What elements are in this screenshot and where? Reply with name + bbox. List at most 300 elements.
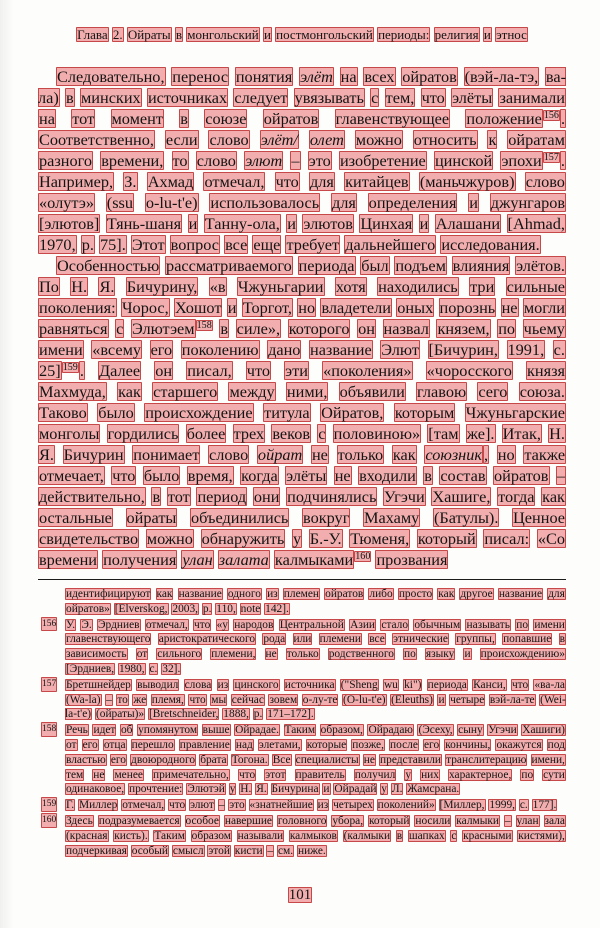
ocr-word-highlight: еще bbox=[253, 235, 281, 254]
ocr-word-highlight: главенствующее bbox=[335, 109, 450, 128]
ocr-word-highlight: Элютэем bbox=[131, 319, 195, 338]
ocr-word-highlight: у bbox=[381, 783, 387, 796]
ocr-word-highlight: в bbox=[220, 319, 229, 338]
ocr-word-highlight: носили bbox=[415, 814, 451, 827]
ocr-word-highlight: как bbox=[118, 382, 141, 401]
ocr-word-highlight: в bbox=[559, 633, 565, 646]
ocr-word-highlight: менее bbox=[114, 768, 143, 781]
ocr-word-highlight: кисти bbox=[234, 844, 263, 857]
footnote-text bbox=[65, 815, 566, 857]
ocr-word-highlight: только bbox=[337, 445, 384, 464]
ocr-word-highlight: действительно, bbox=[39, 487, 145, 506]
ocr-word-highlight: Глава bbox=[77, 27, 108, 42]
ocr-word-highlight: подчеркивая bbox=[66, 844, 127, 857]
ocr-word-highlight: то bbox=[117, 693, 128, 706]
ocr-word-highlight: союзе bbox=[205, 109, 247, 128]
ocr-word-highlight: 159 bbox=[62, 361, 78, 373]
ocr-word-highlight: Хашиги) bbox=[522, 724, 565, 737]
ocr-word-highlight: слово bbox=[209, 130, 249, 149]
ocr-word-highlight: головного bbox=[277, 814, 327, 827]
ocr-word-highlight: ("Sheng bbox=[340, 678, 378, 691]
ocr-word-highlight: можно bbox=[355, 130, 402, 149]
ocr-word-highlight: (Эсеху, bbox=[418, 724, 453, 737]
ocr-word-highlight: момент bbox=[111, 109, 163, 128]
ocr-word-highlight: смысл bbox=[172, 844, 204, 857]
ocr-word-highlight: они bbox=[253, 487, 280, 506]
ocr-word-highlight: 158 bbox=[196, 319, 212, 331]
footnote-item bbox=[38, 723, 566, 797]
ocr-word-highlight: Например, bbox=[39, 172, 114, 191]
ocr-word-highlight: свидетельство bbox=[39, 529, 139, 548]
ocr-word-highlight: выводил bbox=[137, 678, 179, 691]
ocr-word-highlight: писал: bbox=[484, 529, 530, 548]
ocr-word-highlight: З. bbox=[124, 172, 137, 191]
ocr-word-highlight: Бичурина bbox=[271, 783, 319, 796]
ocr-word-highlight: калмыками bbox=[274, 550, 354, 569]
ocr-word-highlight: (Wei-la-t'e) bbox=[65, 693, 566, 721]
ocr-word-highlight: следует bbox=[234, 88, 288, 107]
ocr-word-highlight: в bbox=[66, 88, 74, 107]
ocr-word-highlight: которым bbox=[394, 403, 455, 422]
ocr-word-highlight: Хошот bbox=[175, 298, 222, 317]
ocr-word-highlight: улан bbox=[516, 814, 539, 827]
ocr-word-highlight: дальнейшего bbox=[345, 235, 436, 254]
ocr-word-highlight: с bbox=[116, 319, 124, 338]
ocr-word-highlight: название bbox=[498, 588, 543, 600]
footnote-text bbox=[65, 679, 566, 721]
ocr-word-highlight: «Со bbox=[537, 529, 566, 548]
ocr-word-highlight: Особенностью bbox=[57, 256, 160, 275]
ocr-word-highlight: попавшие bbox=[503, 633, 552, 646]
ocr-word-highlight: рода bbox=[263, 633, 286, 646]
ocr-word-highlight: Элютэй bbox=[187, 783, 225, 796]
ocr-word-highlight: Далее bbox=[99, 361, 141, 380]
ocr-word-highlight: что bbox=[169, 799, 186, 812]
ocr-word-highlight: с. bbox=[149, 662, 158, 675]
ocr-word-highlight: получил bbox=[354, 768, 396, 781]
footnote-number: 158 bbox=[41, 722, 57, 737]
ocr-word-highlight: окажутся bbox=[496, 738, 542, 751]
footnote-separator-rule bbox=[38, 579, 566, 580]
ocr-word-highlight: характерное, bbox=[449, 768, 512, 781]
ocr-word-highlight: периода bbox=[427, 678, 467, 691]
ocr-word-highlight: не bbox=[93, 768, 105, 781]
ocr-word-highlight: [Миллер, bbox=[439, 799, 485, 812]
ocr-word-highlight: . bbox=[560, 151, 565, 170]
ocr-word-highlight: Чорос, bbox=[121, 298, 169, 317]
ocr-word-highlight: прочтение: bbox=[128, 783, 183, 796]
ocr-word-highlight: Ойрадай bbox=[334, 783, 377, 796]
ocr-word-highlight: веков bbox=[272, 424, 311, 443]
footnote-text bbox=[65, 619, 566, 675]
ocr-word-highlight: [Эрдниев, bbox=[66, 662, 115, 675]
ocr-word-highlight: на bbox=[39, 109, 55, 128]
ocr-word-highlight: этнические bbox=[393, 633, 448, 646]
ocr-word-highlight: 156 bbox=[543, 109, 559, 121]
ocr-word-highlight: три bbox=[470, 277, 495, 296]
ocr-word-highlight: о-лу-те bbox=[302, 693, 338, 706]
ocr-word-highlight: об bbox=[120, 724, 133, 737]
ocr-word-highlight: – bbox=[106, 693, 112, 706]
ocr-word-highlight: был bbox=[361, 256, 389, 275]
ocr-word-highlight: племя, bbox=[151, 693, 184, 706]
ocr-word-highlight: понимает bbox=[133, 445, 200, 464]
ocr-word-highlight: понятия bbox=[235, 67, 293, 86]
ocr-word-highlight: них bbox=[421, 768, 439, 781]
ocr-word-highlight: и bbox=[483, 27, 491, 42]
ocr-word-highlight: 1999, bbox=[489, 799, 516, 812]
ocr-word-highlight: Ойраты bbox=[127, 27, 171, 42]
ocr-word-highlight: что bbox=[275, 172, 299, 191]
footnote-number: 159 bbox=[41, 797, 57, 812]
ocr-word-highlight: элёты bbox=[452, 88, 493, 107]
ocr-word-highlight: который bbox=[368, 814, 410, 827]
ocr-word-highlight: элют bbox=[245, 151, 283, 170]
ocr-word-highlight: олет bbox=[309, 130, 344, 149]
ocr-word-highlight: племен bbox=[283, 588, 319, 600]
ocr-word-highlight: под bbox=[547, 738, 565, 751]
ocr-word-highlight: или bbox=[293, 633, 312, 646]
ocr-word-highlight: его bbox=[110, 753, 126, 766]
ocr-word-highlight: слово bbox=[525, 172, 565, 191]
ocr-word-highlight: «в bbox=[209, 277, 226, 296]
ocr-word-highlight: 110, bbox=[216, 602, 236, 615]
ocr-word-highlight: Л. bbox=[391, 783, 403, 796]
ocr-word-highlight: владетели bbox=[321, 298, 391, 317]
paragraph-1 bbox=[38, 66, 566, 255]
ocr-word-highlight: красными bbox=[463, 829, 512, 842]
ocr-word-highlight: – bbox=[504, 814, 511, 827]
ocr-word-highlight: властью bbox=[66, 753, 106, 766]
ocr-word-highlight: имени bbox=[39, 340, 83, 359]
footnote-item bbox=[38, 618, 566, 677]
ocr-word-highlight: зовем bbox=[269, 693, 298, 706]
ocr-word-highlight: влияния bbox=[452, 256, 510, 275]
ocr-word-highlight: Соответственно, bbox=[39, 130, 154, 149]
ocr-word-highlight: Элют bbox=[381, 340, 419, 359]
ocr-word-highlight: в bbox=[152, 487, 161, 506]
ocr-word-highlight: Б.-У. bbox=[309, 529, 342, 548]
ocr-word-highlight: и bbox=[188, 214, 198, 233]
ocr-word-highlight: было bbox=[98, 403, 134, 422]
ocr-word-highlight: Угэчи bbox=[384, 487, 425, 506]
ocr-word-highlight: прозвания bbox=[376, 550, 448, 569]
ocr-word-highlight: (маньчжуров) bbox=[419, 172, 515, 191]
ocr-word-highlight: Цинхая bbox=[360, 214, 413, 233]
ocr-word-highlight: Чжуньгарские bbox=[465, 403, 566, 422]
ocr-word-highlight: тот bbox=[167, 487, 190, 506]
ocr-word-highlight: правление bbox=[179, 738, 230, 751]
ocr-word-highlight: . bbox=[560, 109, 566, 128]
ocr-word-highlight: же]. bbox=[466, 424, 495, 443]
ocr-word-highlight: отца bbox=[103, 738, 126, 751]
page-number bbox=[0, 887, 600, 904]
ocr-word-highlight: 1888, bbox=[223, 708, 249, 721]
ocr-word-highlight: из bbox=[317, 799, 329, 812]
ocr-word-highlight: как bbox=[156, 588, 173, 600]
ocr-word-highlight: силе», bbox=[236, 319, 281, 338]
ocr-word-highlight: название bbox=[178, 588, 222, 600]
ocr-word-highlight: четырех bbox=[333, 799, 373, 812]
ocr-word-highlight: Азии bbox=[350, 618, 376, 631]
ocr-word-highlight: как bbox=[392, 445, 416, 464]
ocr-word-highlight: У. bbox=[66, 618, 76, 631]
ocr-word-highlight: Центральной bbox=[279, 618, 344, 631]
ocr-word-highlight: обычным bbox=[414, 618, 461, 631]
ocr-word-highlight: положение bbox=[466, 109, 542, 128]
ocr-word-highlight: 25] bbox=[39, 361, 61, 380]
ocr-word-highlight: над bbox=[235, 738, 253, 751]
ocr-word-highlight: мы bbox=[211, 693, 227, 706]
ocr-word-highlight: старшего bbox=[153, 382, 218, 401]
ocr-word-highlight: все bbox=[225, 235, 248, 254]
ocr-word-highlight: двоюродного bbox=[131, 753, 196, 766]
ocr-word-highlight: времени bbox=[39, 550, 98, 569]
ocr-word-highlight: перешло bbox=[131, 738, 174, 751]
footnote-text bbox=[65, 588, 566, 615]
ocr-word-highlight: отмечает, bbox=[39, 466, 104, 485]
ocr-word-highlight: народов bbox=[234, 618, 274, 631]
ocr-word-highlight: после bbox=[390, 738, 418, 751]
body-text bbox=[38, 66, 566, 570]
ocr-word-highlight: особое bbox=[185, 814, 219, 827]
ocr-word-highlight: тот bbox=[72, 109, 95, 128]
ocr-word-highlight: Г. bbox=[66, 799, 75, 812]
ocr-word-highlight: постмонгольский bbox=[276, 27, 373, 42]
ocr-word-highlight: что bbox=[189, 693, 206, 706]
ocr-word-highlight: у bbox=[229, 783, 236, 796]
ocr-word-highlight: Бичурин bbox=[63, 445, 124, 464]
footnotes-section bbox=[38, 587, 566, 858]
ocr-word-highlight: (вэй-ла-тэ, bbox=[464, 67, 539, 86]
ocr-word-highlight: который bbox=[417, 529, 476, 548]
ocr-word-highlight: находились bbox=[378, 277, 458, 296]
ocr-word-highlight: могли bbox=[523, 298, 565, 317]
ocr-word-highlight: хотя bbox=[335, 277, 366, 296]
ocr-word-highlight: не bbox=[265, 648, 277, 661]
ocr-word-highlight: трех bbox=[233, 424, 265, 443]
ocr-word-highlight: но bbox=[298, 298, 316, 317]
page-number-value: 101 bbox=[288, 887, 312, 903]
footnote-continuation bbox=[38, 587, 566, 617]
ocr-word-highlight: занимали bbox=[499, 88, 565, 107]
ocr-word-highlight: также bbox=[524, 445, 566, 464]
ocr-word-highlight: которые bbox=[306, 738, 347, 751]
ocr-word-highlight: Тюменя, bbox=[350, 529, 410, 548]
ocr-word-highlight: ойратов bbox=[402, 67, 457, 86]
ocr-word-highlight: улан bbox=[182, 550, 213, 569]
ocr-word-highlight: у bbox=[405, 768, 412, 781]
ocr-word-highlight: p. bbox=[202, 602, 212, 615]
ocr-word-highlight: отмечал, bbox=[204, 172, 265, 191]
ocr-word-highlight: калмыков bbox=[289, 829, 337, 842]
ocr-word-highlight: порознь bbox=[439, 298, 496, 317]
ocr-word-highlight: имени, bbox=[531, 753, 565, 766]
ocr-word-highlight: элютов bbox=[303, 214, 353, 233]
ocr-word-highlight: только bbox=[286, 648, 319, 661]
footnote-item bbox=[38, 814, 566, 858]
ocr-word-highlight: кончины, bbox=[445, 738, 491, 751]
ocr-word-highlight: Махаму bbox=[364, 508, 420, 527]
ocr-word-highlight: главенствующего bbox=[66, 633, 151, 646]
ocr-word-highlight: брата bbox=[200, 753, 227, 766]
ocr-word-highlight: Я. bbox=[99, 277, 115, 296]
ocr-word-highlight: Ценное bbox=[513, 508, 566, 527]
ocr-word-highlight: что bbox=[238, 768, 256, 781]
ocr-word-highlight: было bbox=[143, 466, 180, 485]
ocr-word-highlight: исследования. bbox=[441, 235, 540, 254]
ocr-word-highlight: происхождению» bbox=[480, 648, 565, 661]
footnote-number: 157 bbox=[41, 677, 57, 692]
ocr-word-highlight: происхождение bbox=[145, 403, 253, 422]
ocr-word-highlight: поколению bbox=[181, 340, 259, 359]
ocr-word-highlight: рассматриваемого bbox=[166, 256, 292, 275]
ocr-word-highlight: 171–172]. bbox=[267, 708, 314, 721]
ocr-word-highlight: минских bbox=[80, 88, 141, 107]
ocr-word-highlight: идет bbox=[93, 724, 116, 737]
ocr-word-highlight: сильного bbox=[157, 648, 202, 661]
ocr-word-highlight: название bbox=[309, 340, 372, 359]
ocr-word-highlight: 75]. bbox=[100, 235, 126, 254]
ocr-word-highlight: у bbox=[292, 529, 302, 548]
ocr-word-highlight: (красная bbox=[66, 829, 108, 842]
ocr-word-highlight: (ssu bbox=[106, 193, 134, 212]
ocr-word-highlight: четыре bbox=[450, 693, 485, 706]
ocr-word-highlight: – bbox=[218, 799, 225, 812]
ocr-word-highlight: Тянь-шаня bbox=[106, 214, 182, 233]
ocr-word-highlight: Я. bbox=[256, 783, 267, 796]
ocr-word-highlight: сильные bbox=[506, 277, 566, 296]
ocr-word-highlight: калмыки bbox=[456, 814, 499, 827]
ocr-word-highlight: с. bbox=[553, 340, 565, 359]
ocr-word-highlight: 2003, bbox=[172, 602, 199, 615]
ocr-word-highlight: note bbox=[240, 602, 261, 615]
ocr-word-highlight: Ойрадае. bbox=[235, 724, 279, 737]
ocr-word-highlight: требует bbox=[286, 235, 340, 254]
ocr-word-highlight: ойратов bbox=[325, 588, 364, 600]
ocr-word-highlight: 1970, bbox=[39, 235, 76, 254]
ocr-word-highlight: транслитерацию bbox=[446, 753, 527, 766]
ocr-word-highlight: как bbox=[542, 487, 565, 506]
ocr-word-highlight: в bbox=[424, 466, 432, 485]
ocr-word-highlight: и bbox=[438, 693, 445, 706]
ocr-word-highlight: (O-lu-t'e) bbox=[343, 693, 386, 706]
ocr-word-highlight: слово bbox=[196, 151, 236, 170]
ocr-word-highlight: [там bbox=[428, 424, 459, 443]
ocr-word-highlight: Тогона. bbox=[231, 753, 268, 766]
ocr-word-highlight: к bbox=[488, 130, 497, 149]
ocr-word-highlight: wu bbox=[383, 678, 398, 691]
ocr-word-highlight: позже, bbox=[352, 738, 384, 751]
ocr-word-highlight: союзник bbox=[425, 445, 483, 464]
ocr-word-highlight: как bbox=[438, 588, 455, 600]
ocr-word-highlight: ойратов bbox=[493, 466, 549, 485]
ocr-word-highlight: группы, bbox=[456, 633, 495, 646]
ocr-word-highlight: времени, bbox=[101, 151, 164, 170]
ocr-word-highlight: (Батулы). bbox=[433, 508, 499, 527]
ocr-word-highlight: ойратов» bbox=[66, 602, 110, 615]
ocr-word-highlight: по bbox=[498, 319, 516, 338]
ocr-word-highlight: 1991, bbox=[507, 340, 545, 359]
ocr-word-highlight: По bbox=[39, 277, 59, 296]
ocr-word-highlight: [Ahmad, bbox=[507, 214, 565, 233]
ocr-word-highlight: элёт bbox=[299, 67, 333, 86]
ocr-word-highlight: монголы bbox=[39, 424, 100, 443]
ocr-word-highlight: специалисты bbox=[295, 753, 359, 766]
ocr-word-highlight: для bbox=[310, 172, 334, 191]
ocr-word-highlight: из bbox=[267, 588, 278, 600]
ocr-word-highlight: его bbox=[150, 340, 173, 359]
ocr-word-highlight: языку bbox=[425, 648, 455, 661]
ocr-word-highlight: Бичурину, bbox=[126, 277, 198, 296]
ocr-word-highlight: одного bbox=[227, 588, 261, 600]
ocr-word-highlight: элют bbox=[190, 799, 214, 812]
ocr-word-highlight: чьему bbox=[523, 319, 565, 338]
ocr-word-highlight: что bbox=[511, 678, 529, 691]
footnote-text bbox=[65, 799, 557, 811]
ocr-word-highlight: Таково bbox=[39, 403, 87, 422]
ocr-word-highlight: элётов. bbox=[516, 256, 565, 275]
ocr-word-highlight: от bbox=[136, 648, 148, 661]
ocr-word-highlight: одинаковое, bbox=[66, 783, 125, 796]
ocr-word-highlight: племени, bbox=[211, 648, 256, 661]
ocr-word-highlight: его bbox=[82, 738, 98, 751]
ocr-word-highlight: всех bbox=[364, 67, 395, 86]
ocr-word-highlight: подъем bbox=[395, 256, 446, 275]
ocr-word-highlight: же bbox=[133, 693, 147, 706]
footnote-number: 160 bbox=[41, 813, 57, 828]
ocr-word-highlight: не bbox=[501, 298, 518, 317]
ocr-word-highlight: Канси, bbox=[473, 678, 506, 691]
ocr-word-highlight: относить bbox=[413, 130, 477, 149]
ocr-word-highlight: по bbox=[404, 648, 416, 661]
ocr-word-highlight: Итак, bbox=[502, 424, 541, 443]
ocr-word-highlight: «ва-ла bbox=[534, 678, 565, 691]
ocr-word-highlight: обнаружить bbox=[201, 529, 285, 548]
ocr-word-highlight: религия bbox=[434, 27, 479, 42]
ocr-word-highlight: Все bbox=[272, 753, 291, 766]
ocr-word-highlight: просто bbox=[398, 588, 433, 600]
ocr-word-highlight: элёты bbox=[286, 466, 327, 485]
ocr-word-highlight: сего bbox=[478, 382, 508, 401]
ocr-word-highlight: его bbox=[424, 738, 440, 751]
ocr-word-highlight: p. bbox=[81, 235, 94, 254]
ocr-word-highlight: 177]. bbox=[532, 799, 557, 812]
ocr-word-highlight: цинского bbox=[234, 678, 279, 691]
ocr-word-highlight: использовалось bbox=[210, 193, 320, 212]
ocr-word-highlight: и bbox=[464, 648, 471, 661]
ocr-word-highlight: «всему bbox=[92, 340, 142, 359]
ocr-word-highlight: (Wa-la) bbox=[66, 693, 101, 706]
ocr-word-highlight: этнос bbox=[496, 27, 527, 42]
ocr-word-highlight: изобретение bbox=[339, 151, 426, 170]
ocr-word-highlight: «у bbox=[216, 618, 228, 631]
ocr-word-highlight: писал, bbox=[187, 361, 232, 380]
ocr-word-highlight: шапках bbox=[408, 829, 445, 842]
ocr-word-highlight: стало bbox=[381, 618, 409, 631]
ocr-word-highlight: китайцев bbox=[345, 172, 409, 191]
ocr-word-highlight: с bbox=[371, 88, 379, 107]
ocr-word-highlight: это bbox=[308, 151, 331, 170]
ocr-word-highlight: Следовательно, bbox=[57, 67, 165, 86]
ocr-word-highlight: Эрдниев bbox=[98, 618, 140, 631]
ocr-word-highlight: , bbox=[484, 445, 489, 464]
ocr-word-highlight: что bbox=[112, 466, 136, 485]
ocr-word-highlight: получения bbox=[103, 550, 177, 569]
ocr-word-highlight: поколений» bbox=[377, 799, 435, 812]
ocr-word-highlight: 157 bbox=[543, 151, 559, 163]
ocr-word-highlight: когда bbox=[241, 466, 278, 485]
